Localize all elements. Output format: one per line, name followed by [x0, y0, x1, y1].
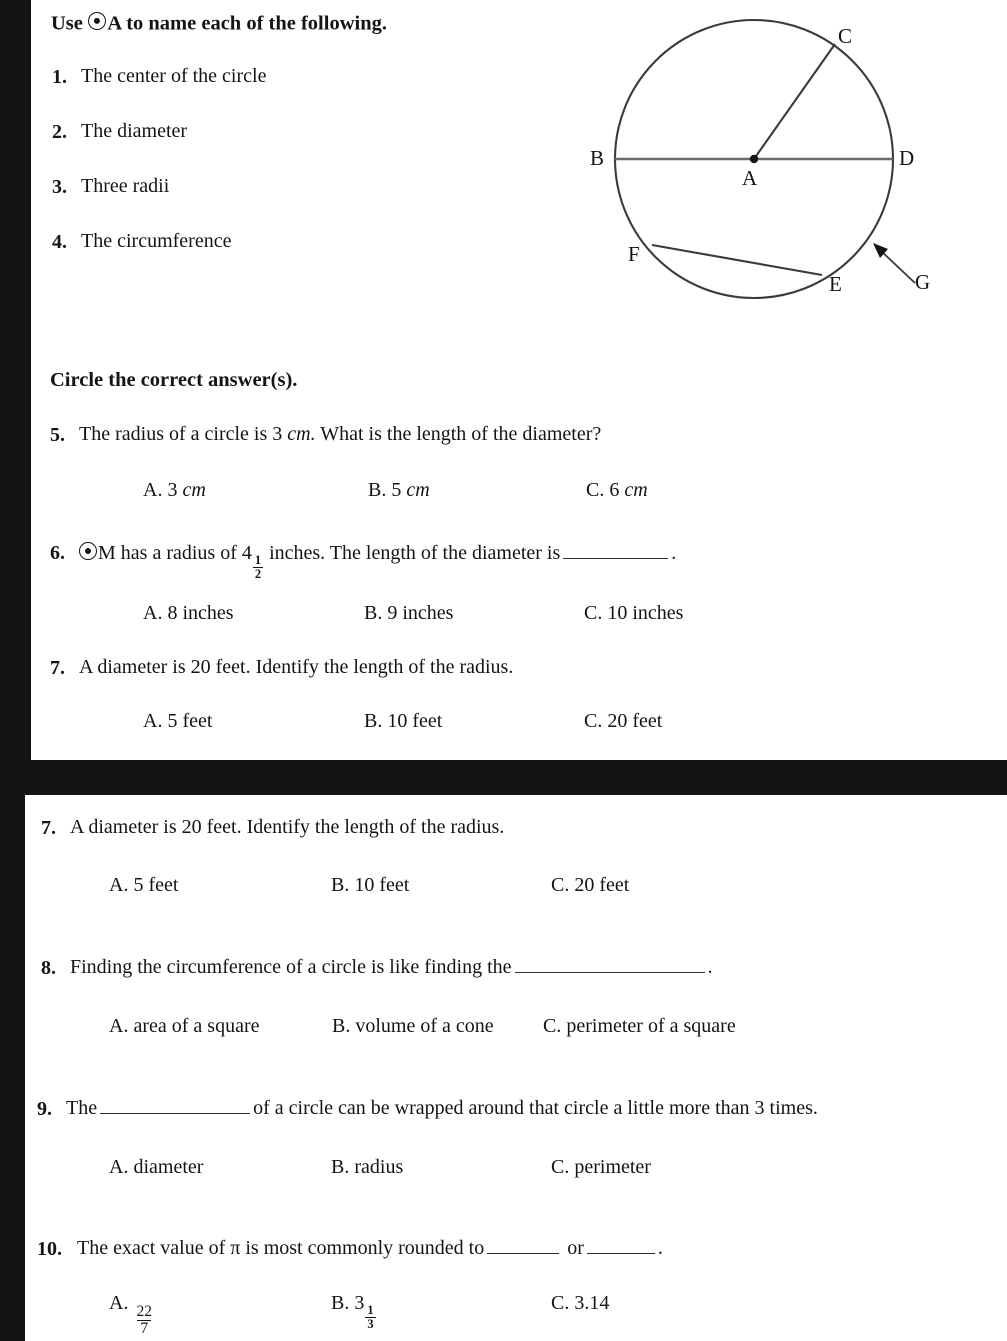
option-letter: A. — [109, 1015, 129, 1037]
option-text: 5 feet — [133, 874, 179, 896]
item-2-text: The diameter — [81, 120, 188, 142]
section-heading-circle-correct-answers: Circle the correct answer(s). — [50, 369, 298, 391]
question-8-pre: Finding the circumference of a circle is like finding the — [70, 956, 512, 978]
worksheet-panel-bottom — [25, 795, 1007, 1341]
option-text: radius — [354, 1156, 404, 1178]
fraction-denominator: 7 — [137, 1320, 151, 1337]
circle-diagram-svg — [570, 0, 1007, 320]
option-letter: C. — [586, 479, 605, 501]
question-9-option-b[interactable] — [331, 1157, 403, 1178]
question-10-option-a[interactable] — [109, 1293, 155, 1338]
chord-segment-fe — [652, 245, 822, 275]
figure-label-f: F — [628, 242, 640, 266]
option-letter: A. — [143, 710, 163, 732]
section-heading-name-the-following — [51, 12, 387, 35]
question-10-option-b[interactable] — [331, 1293, 377, 1330]
radius-segment-ac — [754, 44, 835, 159]
question-8-option-a[interactable] — [109, 1016, 259, 1037]
question-6-option-c[interactable] — [584, 603, 683, 624]
option-letter: C. — [584, 602, 603, 624]
option-text: volume of a cone — [355, 1015, 494, 1037]
question-6-answer-blank[interactable] — [563, 558, 668, 559]
fraction-denominator: 2 — [254, 566, 262, 581]
option-letter: B. — [331, 1156, 350, 1178]
option-letter: B. — [331, 1292, 350, 1314]
option-letter: A. — [143, 479, 163, 501]
mixed-fraction-one-half — [253, 554, 263, 580]
question-6-pre: M has a radius of 4 — [98, 542, 252, 564]
bottom-question-7-text: A diameter is 20 feet. Identify the length of the radius. — [70, 816, 505, 838]
option-text: 8 inches — [167, 602, 234, 624]
fraction-denominator: 3 — [367, 1316, 374, 1331]
figure-label-g: G — [915, 270, 931, 294]
option-letter: B. — [331, 874, 350, 896]
question-9-post: of a circle can be wrapped around that circle a little more than 3 times. — [253, 1097, 818, 1119]
fraction-numerator: 1 — [367, 1303, 374, 1318]
question-10-option-c[interactable] — [551, 1293, 609, 1314]
option-text: 20 feet — [607, 710, 663, 732]
panel-divider-band — [0, 760, 1007, 795]
heading-post-text: A to name each of the following. — [107, 12, 387, 35]
option-text: 9 inches — [387, 602, 454, 624]
option-text: 10 feet — [354, 874, 410, 896]
option-value: 6 — [609, 479, 620, 501]
question-5-number: 5. — [50, 424, 65, 446]
option-letter: C. — [551, 1292, 570, 1314]
circle-dot-icon — [79, 542, 97, 560]
option-whole: 3 — [354, 1292, 365, 1314]
question-8-option-c[interactable] — [543, 1016, 736, 1037]
item-4-text: The circumference — [81, 230, 232, 252]
option-value: 5 — [391, 479, 402, 501]
figure-label-a: A — [742, 166, 758, 190]
option-letter: C. — [551, 874, 570, 896]
question-10-number: 10. — [37, 1238, 62, 1260]
option-text: perimeter — [574, 1156, 651, 1178]
option-text: diameter — [133, 1156, 204, 1178]
question-5-option-a[interactable] — [143, 480, 206, 501]
question-8-text — [70, 957, 713, 978]
item-1-number: 1. — [52, 66, 67, 88]
question-9-number: 9. — [37, 1098, 52, 1120]
question-10-mid: or — [567, 1237, 584, 1259]
question-5-post: What is the length of the diameter? — [320, 423, 602, 445]
figure-label-c: C — [838, 24, 853, 48]
bottom-question-7-option-b[interactable] — [331, 875, 409, 896]
question-10-answer-blank-2[interactable] — [587, 1253, 655, 1254]
option-letter: B. — [332, 1015, 351, 1037]
question-5-pre: The radius of a circle is 3 — [79, 423, 283, 445]
option-value: 3 — [167, 479, 178, 501]
option-text: 10 inches — [607, 602, 684, 624]
question-7-text: A diameter is 20 feet. Identify the length of the radius. — [79, 656, 514, 678]
option-text: 20 feet — [574, 874, 630, 896]
option-letter: C. — [584, 710, 603, 732]
fraction-numerator: 22 — [136, 1303, 153, 1321]
option-text: perimeter of a square — [566, 1015, 736, 1037]
question-5-option-c[interactable] — [586, 480, 648, 501]
bottom-question-7-number: 7. — [41, 817, 56, 839]
option-letter: B. — [364, 602, 383, 624]
question-7-option-c[interactable] — [584, 711, 662, 732]
question-10-answer-blank-1[interactable] — [487, 1253, 559, 1254]
option-text: area of a square — [133, 1015, 260, 1037]
option-unit: cm — [182, 479, 206, 501]
circle-dot-icon — [88, 12, 106, 30]
question-9-answer-blank[interactable] — [100, 1113, 250, 1114]
option-text: 10 feet — [387, 710, 443, 732]
item-3-text: Three radii — [81, 175, 170, 197]
option-unit: cm — [624, 479, 648, 501]
question-8-answer-blank[interactable] — [515, 972, 705, 973]
item-2-number: 2. — [52, 121, 67, 143]
figure-label-d: D — [899, 146, 915, 170]
question-6-number: 6. — [50, 542, 65, 564]
item-3-number: 3. — [52, 176, 67, 198]
question-8-option-b[interactable] — [332, 1016, 494, 1037]
mixed-fraction-one-third — [365, 1304, 375, 1330]
option-letter: B. — [364, 710, 383, 732]
fraction-numerator: 1 — [254, 553, 262, 568]
option-letter: A. — [143, 602, 163, 624]
option-letter: B. — [368, 479, 387, 501]
question-7-option-a[interactable] — [143, 711, 212, 732]
option-letter: C. — [543, 1015, 562, 1037]
option-letter: A. — [109, 874, 129, 896]
option-letter: A. — [109, 1156, 129, 1178]
item-4-number: 4. — [52, 231, 67, 253]
question-6-post: inches. The length of the diameter is — [269, 542, 561, 564]
question-9-option-c[interactable] — [551, 1157, 651, 1178]
item-1-text: The center of the circle — [81, 65, 267, 87]
question-5-text — [79, 424, 601, 445]
figure-label-b: B — [590, 146, 605, 170]
option-letter: A. — [109, 1292, 129, 1314]
question-8-trailing: . — [707, 956, 713, 978]
question-9-option-a[interactable] — [109, 1157, 203, 1178]
circle-diagram — [570, 0, 1007, 320]
question-6-trailing: . — [671, 542, 677, 564]
question-6-option-a[interactable] — [143, 603, 234, 624]
question-7-option-b[interactable] — [364, 711, 442, 732]
fraction-twentytwo-sevenths — [133, 1304, 155, 1338]
arrow-line-g — [880, 250, 915, 283]
question-6-text — [79, 542, 676, 580]
question-9-pre: The — [66, 1097, 98, 1119]
center-point-a — [750, 155, 758, 163]
heading-pre-text: Use — [51, 12, 83, 35]
question-8-number: 8. — [41, 957, 56, 979]
option-text: 3.14 — [574, 1292, 610, 1314]
bottom-question-7-option-a[interactable] — [109, 875, 178, 896]
option-text: 5 feet — [167, 710, 213, 732]
question-10-text — [77, 1238, 663, 1259]
question-9-text — [66, 1098, 818, 1119]
question-5-option-b[interactable] — [368, 480, 430, 501]
bottom-question-7-option-c[interactable] — [551, 875, 629, 896]
option-letter: C. — [551, 1156, 570, 1178]
question-6-option-b[interactable] — [364, 603, 453, 624]
question-10-trailing: . — [657, 1237, 663, 1259]
option-unit: cm — [406, 479, 430, 501]
question-5-unit: cm. — [287, 423, 316, 445]
figure-label-e: E — [829, 272, 842, 296]
question-7-number: 7. — [50, 657, 65, 679]
question-10-pre: The exact value of π is most commonly rounded to — [77, 1237, 485, 1259]
